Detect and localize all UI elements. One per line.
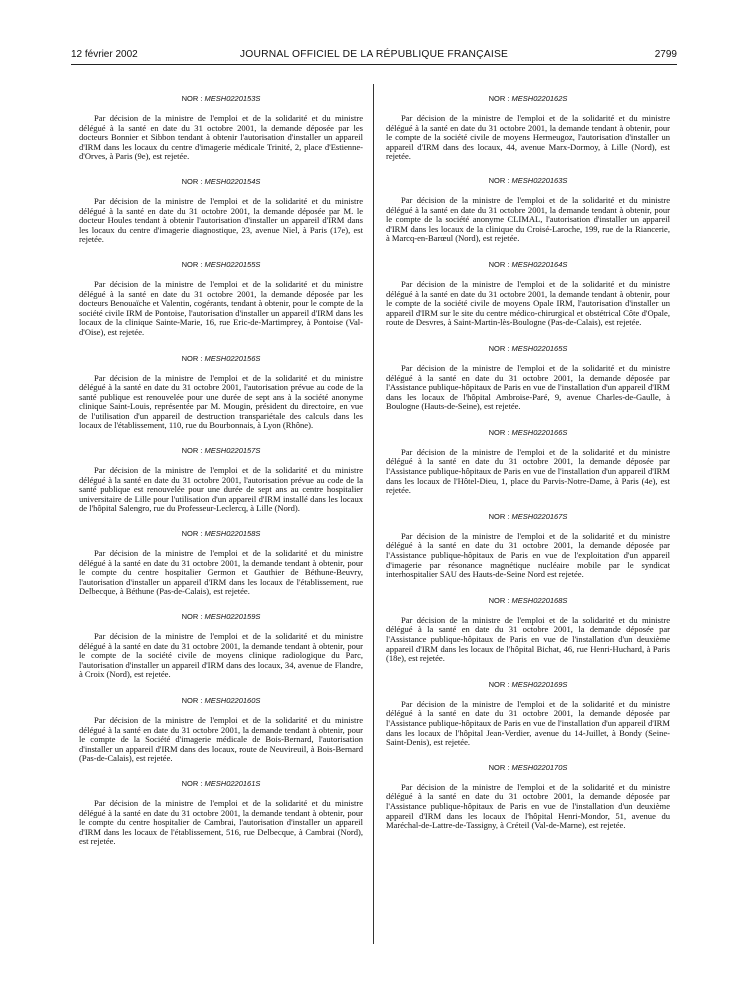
nor-reference <box>386 176 670 186</box>
nor-code: MESH0220156S <box>204 353 261 363</box>
nor-code: MESH0220155S <box>204 259 261 269</box>
decision-notice <box>79 696 363 764</box>
nor-code: MESH0220167S <box>511 511 568 521</box>
nor-code: MESH0220163S <box>511 175 568 185</box>
nor-prefix: NOR : <box>181 612 203 621</box>
decision-text: Par décision de la ministre de l'emploi et de la solidarité et du ministre délégué à la santé en date du 31 octobre 2001, la demande déposée par l'Assistance publique-hôpitaux de Paris en vue de l'installation d'un appareil d'IRM dans les locaux de l'hôpital Ambroise-Paré, 9, avenue Charles-de-Gaulle, à Boulogne (Hauts-de-Seine), est rejetée. <box>386 362 670 412</box>
nor-prefix: NOR : <box>488 343 510 353</box>
nor-prefix: NOR : <box>488 595 510 605</box>
nor-prefix: NOR : <box>181 446 203 456</box>
decision-notice <box>79 612 363 680</box>
decision-notice <box>386 596 670 664</box>
nor-prefix: NOR : <box>181 529 203 539</box>
decision-text: Par décision de la ministre de l'emploi et de la solidarité et du ministre délégué à la santé en date du 31 octobre 2001, la demande déposée par l'Assistance publique-hôpitaux de Paris en vue de l'installation d'un appareil d'IRM dans les locaux de l'Hôtel-Dieu, 1, place du Parvis-Notre-Dame, à Paris (4e), est rejetée. <box>386 446 670 496</box>
nor-prefix: NOR : <box>488 94 510 103</box>
nor-code: MESH0220162S <box>511 94 568 103</box>
decision-text: Par décision de la ministre de l'emploi et de la solidarité et du ministre délégué à la santé en date du 31 octobre 2001, la demande tendant à obtenir, pour le compte de la Société d'imagerie médicale de Bois-Bernard, l'autorisation d'installer un appareil d'IRM dans des locaux, route de Neuvireuil, à Bois-Bernard (Pas-de-Calais), est rejetée. <box>79 714 363 764</box>
nor-prefix: NOR : <box>181 94 203 103</box>
decision-text: Par décision de la ministre de l'emploi et de la solidarité et du ministre délégué à la santé en date du 31 octobre 2001, l'autorisation prévue au code de la santé publique est renouvelée pour une durée de sept ans à la société anonyme clinique Saint-Louis, représentée par M. Mougin, président du directoire, en vue de l'utilisation d'un appareil de destruction transpariétale des calculs dans les locaux de l'établissement, 110, rue du Bourbonnais, à Lyon (Rhône). <box>79 372 363 431</box>
page-number: 2799 <box>654 49 677 60</box>
decision-text: Par décision de la ministre de l'emploi et de la solidarité et du ministre délégué à la santé en date du 31 octobre 2001, l'autorisation prévue au code de la santé publique est renouvelée pour une durée de sept ans au centre hospitalier universitaire de Lille pour l'utilisation d'un appareil d'IRM installé dans les locaux de l'hôpital Salengro, rue du Professeur-Leclercq, à Lille (Nord). <box>79 465 363 514</box>
nor-reference <box>386 596 670 606</box>
decision-text: Par décision de la ministre de l'emploi et de la solidarité et du ministre délégué à la santé en date du 31 octobre 2001, la demande tendant à obtenir, pour le compte du centre hospitalier de Cambrai, l'autorisation d'installer un appareil d'IRM dans les locaux de l'établissement, 516, rue Delbecque, à Cambrai (Nord), est rejetée. <box>79 797 363 847</box>
decision-notice <box>386 512 670 580</box>
nor-prefix: NOR : <box>181 259 203 269</box>
decision-notice <box>386 94 670 162</box>
decision-text: Par décision de la ministre de l'emploi et de la solidarité et du ministre délégué à la santé en date du 31 octobre 2001, la demande déposée par M. le docteur Houles tendant à obtenir l'autorisation d'installer un appareil d'IRM dans les locaux du centre d'imagerie diagnostique, 23, avenue Niel, à Paris (17e), est rejetée. <box>79 195 363 245</box>
decision-notice <box>386 763 670 831</box>
nor-reference <box>79 529 363 539</box>
decision-notice <box>79 94 363 162</box>
nor-prefix: NOR : <box>488 679 510 689</box>
nor-reference <box>79 446 363 456</box>
nor-prefix: NOR : <box>488 511 510 521</box>
decision-text: Par décision de la ministre de l'emploi et de la solidarité et du ministre délégué à la santé en date du 31 octobre 2001, la demande déposée par les docteurs Bonnier et Sibbon tendant à obtenir l'autorisation d'installer un appareil d'IRM dans les locaux du centre d'imagerie médicale Trinité, 2, place d'Estienne-d'Orves, à Paris (9e), est rejetée. <box>79 113 363 162</box>
nor-code: MESH0220169S <box>511 679 568 689</box>
decision-notice <box>386 176 670 244</box>
nor-reference <box>79 354 363 364</box>
nor-reference <box>79 260 363 270</box>
nor-reference <box>386 428 670 438</box>
nor-prefix: NOR : <box>181 176 203 186</box>
decision-text: Par décision de la ministre de l'emploi et de la solidarité et du ministre délégué à la santé en date du 31 octobre 2001, la demande déposée par l'Assistance publique-hôpitaux de Paris en vue de l'installation d'un appareil d'IRM dans les locaux de l'hôpital Jean-Verdier, avenue du 14-Juillet, à Bondy (Seine-Saint-Denis), est rejetée. <box>386 698 670 748</box>
nor-code: MESH0220164S <box>511 259 568 269</box>
nor-reference <box>386 94 670 104</box>
decision-notice <box>386 260 670 328</box>
decision-text: Par décision de la ministre de l'emploi et de la solidarité et du ministre délégué à la santé en date du 31 octobre 2001, la demande tendant à obtenir, pour le compte de la société civile de moyens Hermeugoz, l'autorisation d'installer un appareil d'IRM dans des locaux, 44, avenue Marx-Dormoy, à Lille (Nord), est rejetée. <box>386 113 670 162</box>
decision-notice <box>386 428 670 496</box>
decision-text: Par décision de la ministre de l'emploi et de la solidarité et du ministre délégué à la santé en date du 31 octobre 2001, la demande tendant à obtenir, pour le compte de la société anonyme CLIMAL, l'autorisation d'installer un appareil d'IRM dans les locaux de la clinique du Croisé-Laroche, 199, rue de la Riancerie, à Marcq-en-Barœul (Nord), est rejetée. <box>386 194 670 244</box>
nor-prefix: NOR : <box>488 427 510 437</box>
nor-reference <box>79 779 363 789</box>
decision-notice <box>386 680 670 748</box>
nor-prefix: NOR : <box>181 778 203 788</box>
nor-prefix: NOR : <box>181 353 203 363</box>
nor-code: MESH0220160S <box>204 695 261 705</box>
nor-code: MESH0220161S <box>204 778 261 788</box>
decision-notice <box>79 260 363 338</box>
decision-text: Par décision de la ministre de l'emploi et de la solidarité et du ministre délégué à la santé en date du 31 octobre 2001, la demande déposée par les docteurs Benouaïche et Valentin, cogérants, tendant à obtenir, pour le compte de la société civile IRM de Pontoise, l'autorisation d'installer un appareil d'IRM dans les locaux de la clinique Sainte-Marie, 16, rue Eric-de-Martimprey, à Pontoise (Val-d'Oise), est rejetée. <box>79 278 363 337</box>
issue-date: 12 février 2002 <box>71 49 138 60</box>
page-header <box>71 48 677 62</box>
nor-prefix: NOR : <box>488 259 510 269</box>
decision-notice <box>79 529 363 597</box>
right-column <box>386 94 670 831</box>
nor-code: MESH0220158S <box>204 529 261 539</box>
nor-reference <box>386 512 670 522</box>
nor-reference <box>386 260 670 270</box>
nor-reference <box>79 696 363 706</box>
left-column <box>79 94 363 847</box>
nor-code: MESH0220154S <box>204 176 261 186</box>
nor-reference <box>79 177 363 187</box>
decision-text: Par décision de la ministre de l'emploi et de la solidarité et du ministre délégué à la santé en date du 31 octobre 2001, la demande tendant à obtenir, pour le compte de la société civile de moyens Opale IRM, l'autorisation d'installer un appareil d'IRM sur le site du centre médico-chirurgical et obstétrical Côte d'Opale, route de Desvres, à Saint-Martin-lès-Boulogne (Pas-de-Calais), est rejetée. <box>386 278 670 328</box>
nor-reference <box>386 344 670 354</box>
journal-title: JOURNAL OFFICIEL DE LA RÉPUBLIQUE FRANÇAISE <box>239 49 509 60</box>
nor-code: MESH0220153S <box>204 94 261 103</box>
column-divider <box>373 84 374 944</box>
decision-text: Par décision de la ministre de l'emploi et de la solidarité et du ministre délégué à la santé en date du 31 octobre 2001, la demande tendant à obtenir, pour le compte de la société civile de moyens clinique radiologique du Parc, l'autorisation d'installer un appareil d'IRM dans des locaux, 34, avenue de Flandre, à Croix (Nord), est rejetée. <box>79 631 363 680</box>
decision-notice <box>79 177 363 245</box>
nor-code: MESH0220166S <box>511 427 568 437</box>
nor-code: MESH0220157S <box>204 446 261 456</box>
decision-notice <box>79 779 363 847</box>
nor-code: MESH0220159S <box>204 612 261 621</box>
nor-prefix: NOR : <box>488 762 510 772</box>
nor-code: MESH0220165S <box>511 343 568 353</box>
nor-code: MESH0220170S <box>511 762 568 772</box>
decision-notice <box>79 354 363 432</box>
decision-text: Par décision de la ministre de l'emploi et de la solidarité et du ministre délégué à la santé en date du 31 octobre 2001, la demande déposée par l'Assistance publique-hôpitaux de Paris en vue de l'installation d'un deuxième appareil d'IRM dans les locaux de l'hôpital Henri-Mondor, 51, avenue du Maréchal-de-Lattre-de-Tassigny, à Créteil (Val-de-Marne), est rejetée. <box>386 781 670 831</box>
header-rule <box>71 64 677 65</box>
nor-code: MESH0220168S <box>511 595 568 605</box>
nor-reference <box>79 612 363 622</box>
nor-reference <box>79 94 363 104</box>
nor-reference <box>386 680 670 690</box>
decision-text: Par décision de la ministre de l'emploi et de la solidarité et du ministre délégué à la santé en date du 31 octobre 2001, la demande déposée par l'Assistance publique-hôpitaux de Paris en vue de l'installation d'un deuxième appareil d'IRM dans les locaux de l'hôpital Bichat, 46, rue Henri-Huchard, à Paris (18e), est rejetée. <box>386 614 670 664</box>
nor-prefix: NOR : <box>181 695 203 705</box>
decision-text: Par décision de la ministre de l'emploi et de la solidarité et du ministre délégué à la santé en date du 31 octobre 2001, la demande déposée par l'Assistance publique-hôpitaux de Paris en vue de l'exploitation d'un appareil d'imagerie par résonance magnétique nucléaire mobile par le syndicat interhospitalier SAU des Hauts-de-Seine Nord est rejetée. <box>386 530 670 580</box>
nor-reference <box>386 763 670 773</box>
decision-notice <box>79 446 363 514</box>
decision-notice <box>386 344 670 412</box>
decision-text: Par décision de la ministre de l'emploi et de la solidarité et du ministre délégué à la santé en date du 31 octobre 2001, la demande tendant à obtenir, pour le compte du centre hospitalier Germon et Gauthier de Béthune-Beuvry, l'autorisation d'installer un appareil d'IRM dans les locaux de l'établissement, rue Delbecque, à Béthune (Pas-de-Calais), est rejetée. <box>79 548 363 597</box>
nor-prefix: NOR : <box>488 175 510 185</box>
